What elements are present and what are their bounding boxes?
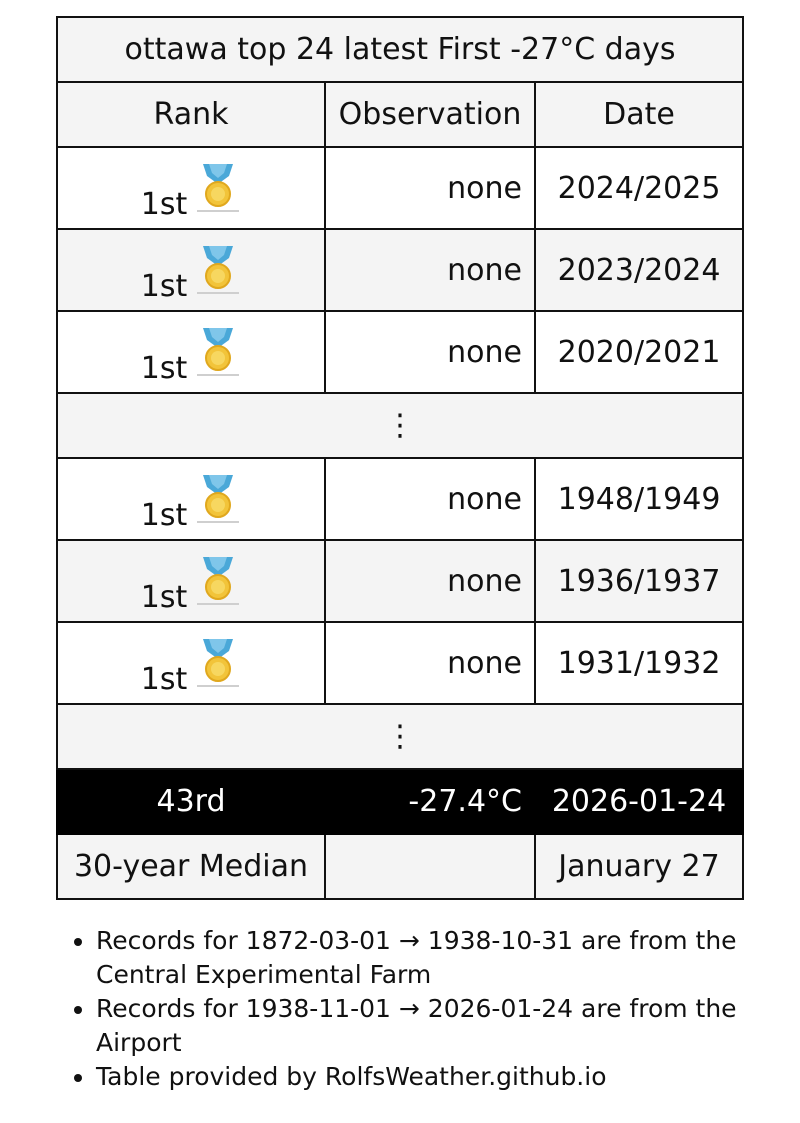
header-observation: Observation xyxy=(325,82,535,147)
gold-medal-icon xyxy=(195,637,241,689)
note-item: • Records for 1938-11-01 → 2026-01-24 are from the Airport xyxy=(96,992,796,1060)
date-value: 2023/2024 xyxy=(535,229,743,311)
table-header-row xyxy=(57,82,743,147)
header-date: Date xyxy=(535,82,743,147)
rank-value: 1st xyxy=(140,269,188,304)
rank-value: 1st xyxy=(140,498,188,533)
rank-cell xyxy=(57,311,325,393)
observation-value: none xyxy=(325,229,535,311)
rank-value: 1st xyxy=(140,662,188,697)
rank-cell xyxy=(57,622,325,704)
current-observation-row xyxy=(57,769,743,834)
current-observation: -27.4°C xyxy=(325,769,535,834)
table-row xyxy=(57,229,743,311)
rank-value: 1st xyxy=(140,351,188,386)
rank-cell xyxy=(57,147,325,229)
rank-cell xyxy=(57,458,325,540)
header-rank: Rank xyxy=(57,82,325,147)
vertical-ellipsis: ⋮ xyxy=(57,393,743,458)
ellipsis-row xyxy=(57,704,743,769)
records-table-container xyxy=(56,16,744,900)
observation-value: none xyxy=(325,458,535,540)
current-date: 2026-01-24 xyxy=(535,769,743,834)
rank-cell xyxy=(57,540,325,622)
table-title: ottawa top 24 latest First -27°C days xyxy=(57,17,743,82)
date-value: 2024/2025 xyxy=(535,147,743,229)
gold-medal-icon xyxy=(195,555,241,607)
table-row xyxy=(57,147,743,229)
note-item: • Records for 1872-03-01 → 1938-10-31 are from the Central Experimental Farm xyxy=(96,924,796,992)
median-observation xyxy=(325,834,535,899)
vertical-ellipsis: ⋮ xyxy=(57,704,743,769)
date-value: 1936/1937 xyxy=(535,540,743,622)
rank-cell xyxy=(57,229,325,311)
note-item: • Table provided by RolfsWeather.github.io xyxy=(96,1060,796,1094)
records-table xyxy=(56,16,744,900)
current-rank: 43rd xyxy=(57,769,325,834)
gold-medal-icon xyxy=(195,162,241,214)
observation-value: none xyxy=(325,540,535,622)
table-title-row xyxy=(57,17,743,82)
table-row xyxy=(57,458,743,540)
table-row xyxy=(57,311,743,393)
median-label: 30-year Median xyxy=(57,834,325,899)
median-row xyxy=(57,834,743,899)
rank-value: 1st xyxy=(140,580,188,615)
date-value: 2020/2021 xyxy=(535,311,743,393)
observation-value: none xyxy=(325,147,535,229)
observation-value: none xyxy=(325,311,535,393)
ellipsis-row xyxy=(57,393,743,458)
gold-medal-icon xyxy=(195,244,241,296)
rank-value: 1st xyxy=(140,187,188,222)
observation-value: none xyxy=(325,622,535,704)
table-row xyxy=(57,540,743,622)
table-row xyxy=(57,622,743,704)
date-value: 1948/1949 xyxy=(535,458,743,540)
gold-medal-icon xyxy=(195,473,241,525)
gold-medal-icon xyxy=(195,326,241,378)
date-value: 1931/1932 xyxy=(535,622,743,704)
notes-list xyxy=(56,924,796,1094)
median-date: January 27 xyxy=(535,834,743,899)
